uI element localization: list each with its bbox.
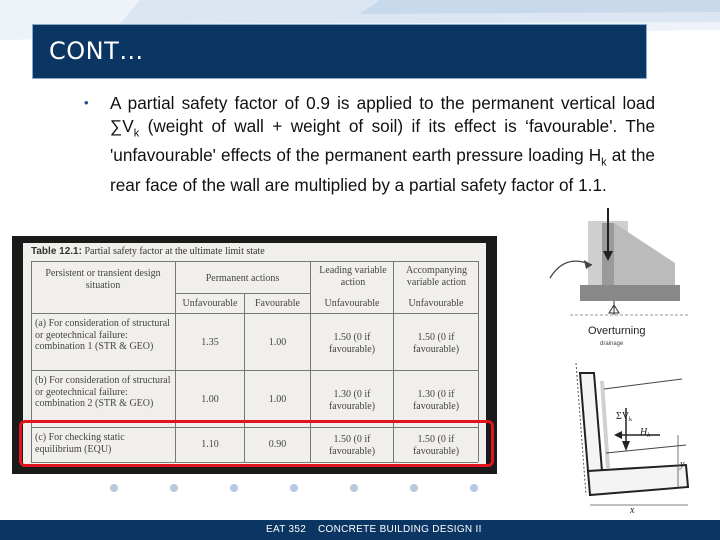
table-rule bbox=[31, 261, 478, 262]
sum-v-sub: k bbox=[629, 417, 633, 423]
bullet-text-part-1: A partial safety factor of 0.9 is applied to the permanent vertical load ∑V bbox=[110, 93, 655, 136]
row-c-leading: 1.50 (0 if favourable) bbox=[328, 434, 376, 457]
footer-bar bbox=[0, 520, 720, 540]
header-leading-sub: Unfavourable bbox=[324, 298, 380, 309]
title-bar bbox=[32, 24, 647, 79]
row-b-unfavourable: 1.00 bbox=[201, 394, 219, 405]
drainage-label: drainage bbox=[600, 341, 624, 347]
decorative-dot bbox=[290, 484, 298, 492]
row-c-label: (c) For checking static equilibrium (EQU) bbox=[35, 432, 125, 455]
header-unfavourable: Unfavourable bbox=[182, 298, 238, 309]
h-symbol: H bbox=[640, 427, 648, 438]
row-c-favourable: 0.90 bbox=[268, 439, 287, 450]
header-situation: Persistent or transient design situation bbox=[45, 268, 161, 291]
sum-v-symbol: ΣV bbox=[616, 411, 630, 422]
retaining-wall-diagram bbox=[510, 203, 695, 520]
header-accompanying-sub: Unfavourable bbox=[408, 298, 464, 309]
decorative-dot bbox=[170, 484, 178, 492]
header-permanent: Permanent actions bbox=[205, 273, 280, 284]
decorative-dot bbox=[470, 484, 478, 492]
table-caption-number: Table 12.1: bbox=[31, 246, 82, 257]
row-a-favourable: 1.00 bbox=[268, 337, 287, 348]
bullet-sub-1: k bbox=[133, 126, 140, 139]
bullet-text-part-2: (weight of wall + weight of soil) if its effect is ‘favourable'. The 'unfavourable' effects of the permanent earth pressure loading H bbox=[110, 115, 655, 166]
slide-title: CONT… bbox=[49, 37, 144, 65]
table-rule bbox=[31, 313, 478, 314]
decorative-dot bbox=[410, 484, 418, 492]
decorative-dot bbox=[350, 484, 358, 492]
row-c-unfavourable: 1.10 bbox=[201, 439, 219, 450]
row-a-unfavourable: 1.35 bbox=[201, 337, 219, 348]
h-sub: k bbox=[647, 433, 650, 439]
table-caption-text: Partial safety factor at the ultimate limit state bbox=[84, 246, 265, 257]
row-b-leading: 1.30 (0 if favourable) bbox=[328, 389, 376, 412]
decorative-dot bbox=[230, 484, 238, 492]
y-label: y bbox=[680, 459, 685, 470]
overturning-label: Overturning bbox=[588, 325, 646, 337]
row-b-accompanying: 1.30 (0 if favourable) bbox=[412, 389, 460, 412]
row-a-leading: 1.50 (0 if favourable) bbox=[328, 332, 376, 355]
table-rule bbox=[31, 370, 478, 371]
row-b-favourable: 1.00 bbox=[268, 394, 287, 405]
table-rule bbox=[175, 293, 310, 294]
bullet-text bbox=[110, 92, 655, 197]
x-label: x bbox=[630, 505, 635, 516]
row-b-label: (b) For consideration of structural or geotechnical failure: combination 2 (STR & GEO) bbox=[35, 375, 171, 409]
header-favourable: Favourable bbox=[255, 298, 300, 309]
highlight-box bbox=[19, 420, 494, 467]
header-accompanying: Accompanying variable action bbox=[405, 265, 468, 288]
row-a-accompanying: 1.50 (0 if favourable) bbox=[412, 332, 460, 355]
bullet-dot: • bbox=[84, 95, 89, 110]
footer-course-code: EAT 352 bbox=[266, 524, 307, 535]
footer-course-name: CONCRETE BUILDING DESIGN II bbox=[318, 524, 482, 535]
row-c-accompanying: 1.50 (0 if favourable) bbox=[412, 434, 460, 457]
bullet-text-part-3: at the rear face of the wall are multiplied by a partial safety factor of 1.1. bbox=[110, 145, 655, 196]
decorative-dot bbox=[110, 484, 118, 492]
bullet-sub-2: k bbox=[601, 156, 607, 169]
table-caption bbox=[31, 246, 265, 257]
row-a-label: (a) For consideration of structural or geotechnical failure: combination 1 (STR & GEO) bbox=[35, 318, 170, 352]
header-leading: Leading variable action bbox=[319, 265, 387, 288]
decorative-dots bbox=[110, 484, 490, 494]
